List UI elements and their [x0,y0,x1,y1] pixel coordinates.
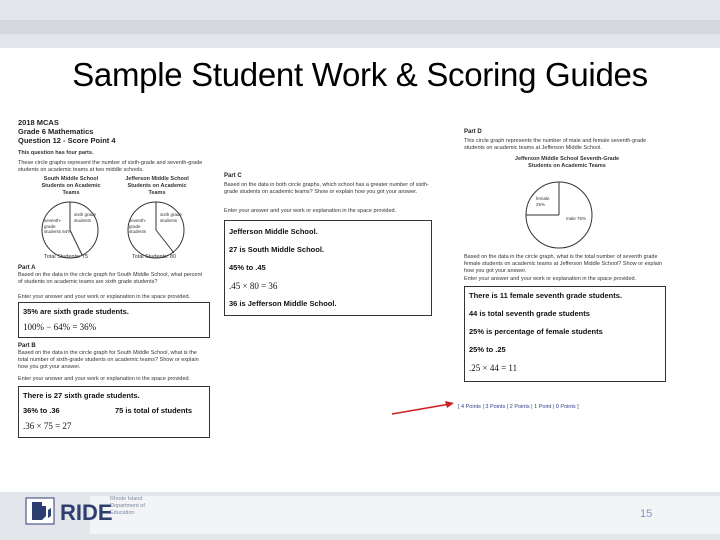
part-b-enter: Enter your answer and your work or explanation in the space provided. [18,376,191,382]
left-scan [14,114,218,442]
male-label: male 75% [566,216,587,221]
header-line-2: Grade 6 Mathematics [18,127,94,136]
left-header [18,118,116,145]
part-b-line2b: 75 is total of students [115,406,193,415]
female-label: female 25% [536,196,550,207]
south-pie-sixth-label: sixth grade students [74,212,97,223]
part-c-math: .45 × 80 = 36 [229,281,278,291]
header-line-3: Question 12 - Score Point 4 [18,136,116,145]
jefferson-total: Total Students: 80 [132,254,177,260]
ride-logo [12,492,152,530]
part-c-prompt: Based on the data in both circle graphs, which school has a greater number of sixth-grade students on academic teams? Show or explain how you got your answer. [224,182,429,195]
part-d-line-1: There is 11 female seventh grade students. [469,291,622,300]
part-a-enter: Enter your answer and your work or explanation in the space provided. [18,294,191,300]
south-chart-title: South Middle School Students on Academic Teams [41,176,101,196]
part-a-label: Part A [18,265,36,271]
part-b-math: .36 × 75 = 27 [23,421,72,431]
part-d-prompt: Based on the data in the circle graph, what is the total number of seventh grade female students on academic teams at Jefferson Middle School? Show or explain how you got your answer. [464,254,663,274]
rhode-island-map-icon [24,496,56,526]
right-scan [460,128,668,384]
part-c-enter: Enter your answer and your work or explanation in the space provided. [224,208,397,214]
footer-strip [90,496,720,534]
part-d-desc: This circle graph represents the number of male and female seventh-grade students on academic teams at Jefferson Middle School. [464,138,647,151]
part-d-line-2: 44 is total seventh grade students [469,309,590,318]
part-d-answer-box [464,286,666,382]
part-d-math: .25 × 44 = 11 [469,363,518,373]
desc-text: These circle graphs represent the number of sixth-grade and seventh-grade students on academic teams at two middle schools. [18,160,203,173]
score-point-links[interactable]: [ 4 Points | 3 Points | 2 Points | 1 Point | 0 Points ] [458,404,579,410]
jefferson-pie-sixth-label: sixth grade students [160,212,183,223]
part-d-enter: Enter your answer and your work or explanation in the space provided. [464,276,637,282]
header-line-1: 2018 MCAS [18,118,59,127]
part-b-answer: There is 27 sixth grade students. [23,391,140,400]
part-d-line-4: 25% to .25 [469,345,506,354]
part-a-answer-box [18,302,210,338]
top-band [0,0,720,48]
red-arrow-icon [388,398,460,418]
jefferson-pie-seventh-label: seventh-grade students [129,218,147,234]
part-d-line-3: 25% is percentage of female students [469,327,603,336]
part-c-line-1: Jefferson Middle School. [229,227,318,236]
jefferson-chart-title: Jefferson Middle School Students on Academic Teams [125,176,189,196]
ride-wordmark: RIDE [60,500,113,525]
south-total: Total Students: 75 [44,254,89,260]
part-c-line-3: 45% to .45 [229,263,266,272]
gender-pie-chart [524,180,594,250]
part-b-label: Part B [18,343,36,349]
part-c-label: Part C [224,173,242,179]
part-a-math: 100% − 64% = 36% [23,322,97,332]
part-c-last-line: 36 is Jefferson Middle School. [229,299,337,308]
part-b-prompt: Based on the data in the circle graph for South Middle School, what is the total number of sixth-grade students on academic teams? Show or explain how you got your answer. [18,350,199,370]
part-a-prompt: Based on the data in the circle graph for South Middle School, what percent of students on academic teams are sixth grade students? [18,272,203,285]
top-band-stripe [0,20,720,34]
part-d-label: Part D [464,129,482,135]
part-b-line2a: 36% to .36 [23,406,60,415]
south-pie-seventh-label: seventh-grade students 64% [44,218,72,234]
slide-title: Sample Student Work & Scoring Guides [72,56,648,93]
ride-subtitle: Rhode Island Department of Education [110,496,145,516]
intro-text: This question has four parts. [18,150,94,156]
part-c-line-2: 27 is South Middle School. [229,245,325,254]
part-b-answer-box [18,386,210,438]
part-c-answer-box [224,220,432,316]
part-d-chart-title: Jefferson Middle School Seventh-Grade Students on Academic Teams [514,156,620,169]
part-a-answer: 35% are sixth grade students. [23,307,129,316]
page-number: 15 [640,508,653,520]
middle-scan [222,172,436,320]
